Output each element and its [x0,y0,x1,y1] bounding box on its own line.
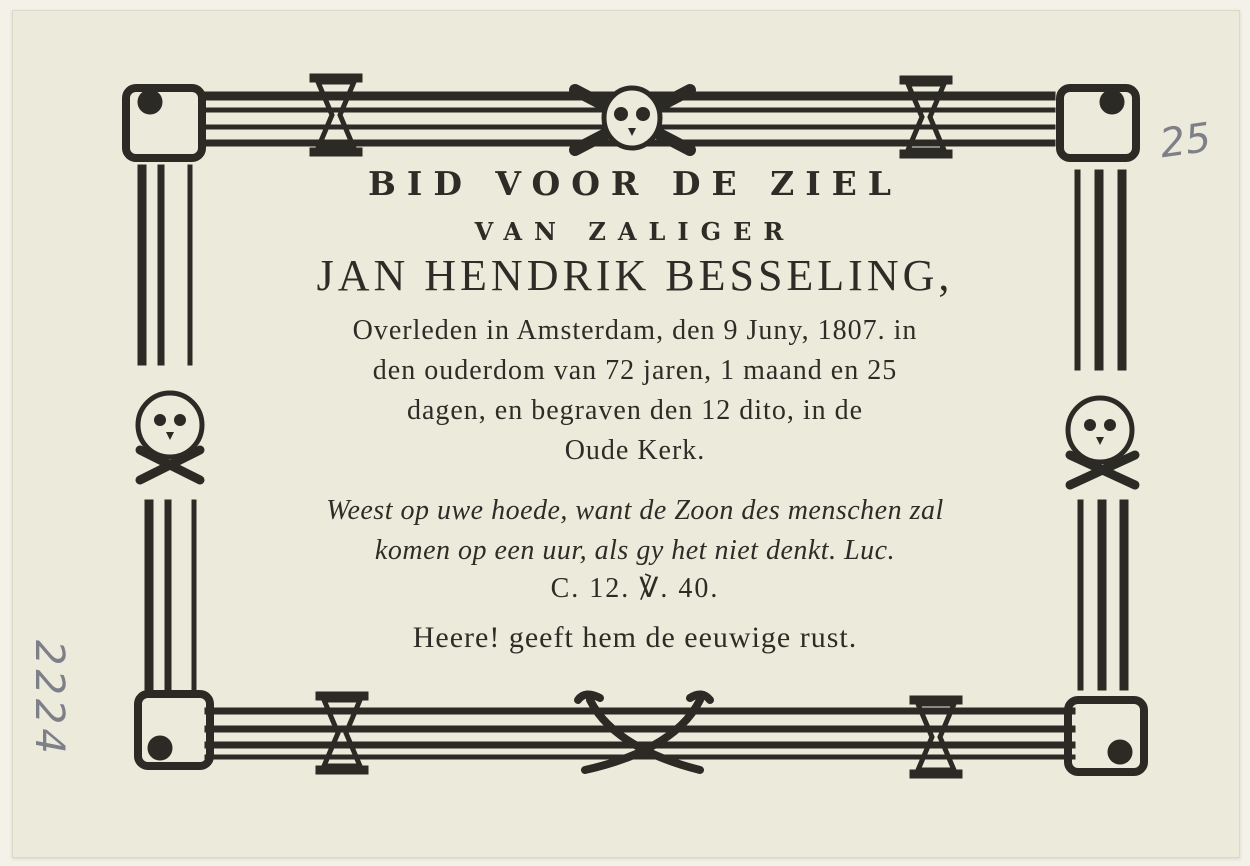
prayer-heading: BID VOOR DE ZIEL [367,164,902,203]
border-left-rule-top [138,165,146,365]
death-details [210,311,1060,471]
verse-line: Weest op uwe hoede, want de Zoon des menschen zal [326,495,944,526]
detail-line: den ouderdom van 72 jaren, 1 maand en 25 [372,355,898,386]
verse-reference: C. 12. ℣. 40. [550,573,720,604]
border-right-rule-bottom-edge [1078,500,1083,690]
border-left-rule-top-edge [188,165,192,365]
border-right-rule-top-edge [1075,170,1080,370]
skull-crossbones-icon [575,88,690,150]
closing-prayer: Heere! geeft hem de eeuwige rust. [412,621,858,654]
border-left-rule-bottom-edge [192,500,196,690]
border-bottom-rule [205,708,1075,714]
scripture-verse [210,491,1060,607]
border-right-rule-bottom-outer [1120,500,1128,690]
corner-ornament [138,694,210,766]
card-text [210,160,1060,655]
corner-ornament [1068,700,1144,772]
border-right-rule-bottom [1098,500,1106,690]
pencil-annotation-margin: 2224 [26,640,72,758]
border-left-rule-bottom [145,500,153,690]
corner-ornament [1060,88,1136,158]
detail-line: Oude Kerk. [564,435,706,466]
hourglass-icon [316,692,368,774]
border-right-rule-top [1095,170,1103,370]
skull-icon [138,393,202,480]
corner-ornament [126,88,202,158]
skull-icon [1068,398,1135,485]
deceased-name: JAN HENDRIK BESSELING, [316,251,954,300]
pencil-annotation-top: 25 [1157,114,1214,168]
border-right-rule-top-outer [1118,170,1126,370]
detail-line: Overleden in Amsterdam, den 9 Juny, 1807. in [352,315,918,346]
border-left-rule-top-inner [158,165,164,365]
detail-line: dagen, en begraven den 12 dito, in de [406,395,864,426]
subheading: VAN ZALIGER [474,217,796,246]
border-left-rule-bottom-inner [165,500,171,690]
verse-line: komen op een uur, als gy het niet denkt. Luc. [374,535,896,566]
